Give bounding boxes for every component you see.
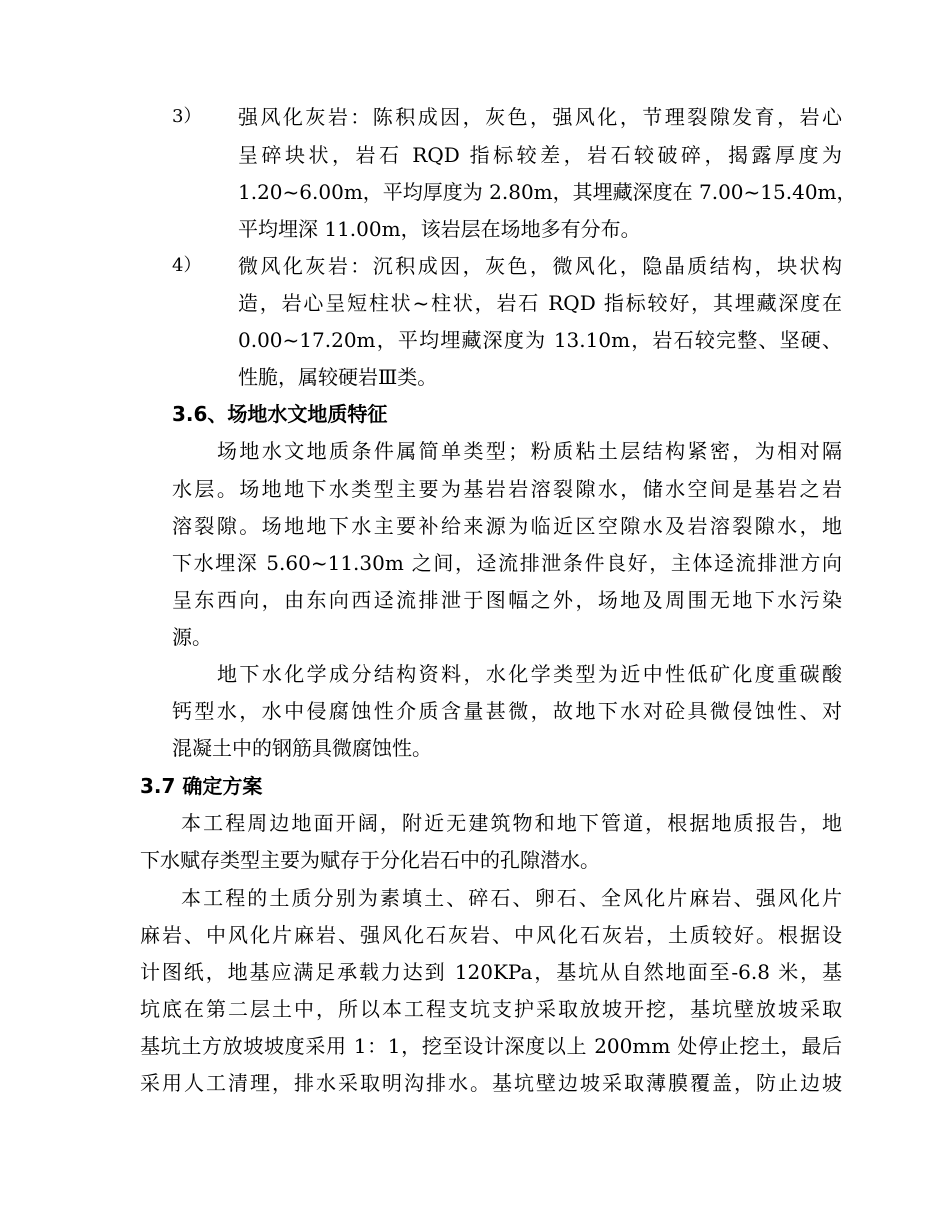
- item-4-line-2: 造，岩心呈短柱状~柱状，岩石 RQD 指标较好，其埋藏深度在: [238, 291, 842, 315]
- section-3-7-para2-line-6: 采用人工清理，排水采取明沟排水。基坑壁边坡采取薄膜覆盖，防止边坡: [140, 1071, 842, 1095]
- section-3-7-heading: 3.7 确定方案: [140, 774, 263, 798]
- section-3-6-para1-line-1: 场地水文地质条件属简单类型；粉质粘土层结构紧密，为相对隔: [217, 439, 842, 463]
- section-3-7-para2-line-3: 计图纸，地基应满足承载力达到 120KPa，基坑从自然地面至-6.8 米，基: [140, 960, 842, 984]
- section-3-6-para1-line-5: 呈东西向，由东向西迳流排泄于图幅之外，场地及周围无地下水污染: [172, 588, 842, 612]
- section-3-6-para1-line-4: 下水埋深 5.60~11.30m 之间，迳流排泄条件良好，主体迳流排泄方向: [172, 551, 842, 575]
- item-3-line-1: 强风化灰岩：陈积成因，灰色，强风化，节理裂隙发育，岩心: [238, 105, 842, 129]
- item-3-line-4: 平均埋深 11.00m，该岩层在场地多有分布。: [238, 217, 641, 241]
- item-4-number: 4）: [172, 255, 202, 276]
- item-4-line-1: 微风化灰岩：沉积成因，灰色，微风化，隐晶质结构，块状构: [238, 254, 842, 278]
- item-3-line-3: 1.20~6.00m，平均厚度为 2.80m，其埋藏深度在 7.00~15.40m，: [238, 180, 857, 204]
- item-3-line-2: 呈碎块状，岩石 RQD 指标较差，岩石较破碎，揭露厚度为: [238, 143, 842, 167]
- item-4-line-4: 性脆，属较硬岩Ⅲ类。: [238, 365, 438, 389]
- section-3-6-para2-line-3: 混凝土中的钢筋具微腐蚀性。: [172, 736, 432, 760]
- item-3-number: 3）: [172, 106, 202, 127]
- section-3-6-para1-line-6: 源。: [172, 625, 212, 649]
- section-3-6-para2-line-2: 钙型水，水中侵腐蚀性介质含量甚微，故地下水对砼具微侵蚀性、对: [172, 699, 842, 723]
- section-3-7-para2-line-1: 本工程的土质分别为素填土、碎石、卵石、全风化片麻岩、强风化片: [181, 886, 842, 910]
- section-3-7-para1-line-1: 本工程周边地面开阔，附近无建筑物和地下管道，根据地质报告，地: [181, 811, 842, 835]
- section-3-7-para2-line-5: 基坑土方放坡坡度采用 1：1，挖至设计深度以上 200mm 处停止挖土，最后: [140, 1034, 842, 1058]
- section-3-6-para2-line-1: 地下水化学成分结构资料，水化学类型为近中性低矿化度重碳酸: [217, 662, 842, 686]
- section-3-7-para1-line-2: 下水赋存类型主要为赋存于分化岩石中的孔隙潜水。: [140, 848, 600, 872]
- item-4-line-3: 0.00~17.20m，平均埋藏深度为 13.10m，岩石较完整、坚硬、: [238, 328, 842, 352]
- section-3-6-para1-line-2: 水层。场地地下水类型主要为基岩岩溶裂隙水，储水空间是基岩之岩: [172, 477, 842, 501]
- section-3-7-para2-line-2: 麻岩、中风化片麻岩、强风化石灰岩、中风化石灰岩，土质较好。根据设: [140, 923, 842, 947]
- section-3-6-heading: 3.6、场地水文地质特征: [172, 402, 388, 426]
- section-3-7-para2-line-4: 坑底在第二层土中，所以本工程支坑支护采取放坡开挖，基坑壁放坡采取: [140, 997, 842, 1021]
- section-3-6-para1-line-3: 溶裂隙。场地地下水主要补给来源为临近区空隙水及岩溶裂隙水，地: [172, 514, 842, 538]
